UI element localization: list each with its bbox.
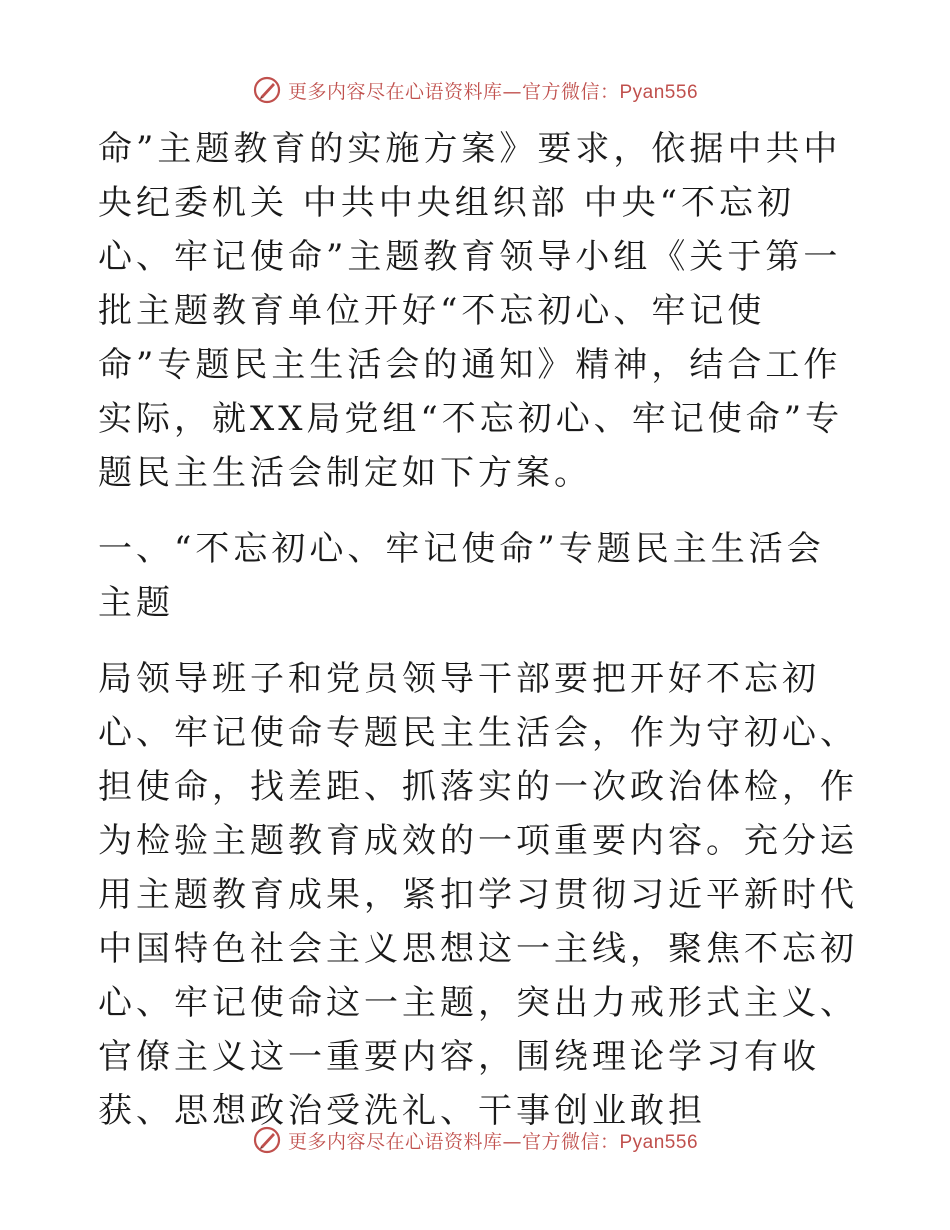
- paragraph-intro: 命”主题教育的实施方案》要求，依据中共中央纪委机关 中共中央组织部 中央“不忘初心、牢记使命”主题教育领导小组《关于第一批主题教育单位开好“不忘初心、牢记使命”专题民主生活会的通知》精神，结合工作实际，就XX局党组“不忘初心、牢记使命”专题民主生活会制定如下方案。: [98, 129, 844, 493]
- footer-watermark: [0, 1122, 950, 1158]
- header-watermark: [0, 72, 950, 108]
- section-heading: 一、“不忘初心、牢记使命”专题民主生活会主题: [98, 529, 825, 623]
- pen-logo-icon: [252, 75, 282, 105]
- watermark-text: 更多内容尽在心语资料库—官方微信：Pyan556: [287, 80, 699, 103]
- watermark-text: 更多内容尽在心语资料库—官方微信：Pyan556: [287, 1130, 699, 1153]
- pen-logo-icon: [252, 1125, 282, 1155]
- document-body: [98, 122, 858, 1138]
- paragraph-section-body: 局领导班子和党员领导干部要把开好不忘初心、牢记使命专题民主生活会，作为守初心、担使命，找差距、抓落实的一次政治体检，作为检验主题教育成效的一项重要内容。充分运用主题教育成果，紧扣学习贯彻习近平新时代中国特色社会主义思想这一主线，聚焦不忘初心、牢记使命这一主题，突出力戒形式主义、官僚主义这一重要内容，围绕理论学习有收获、思想政治受洗礼、干事创业敢担: [98, 659, 858, 1131]
